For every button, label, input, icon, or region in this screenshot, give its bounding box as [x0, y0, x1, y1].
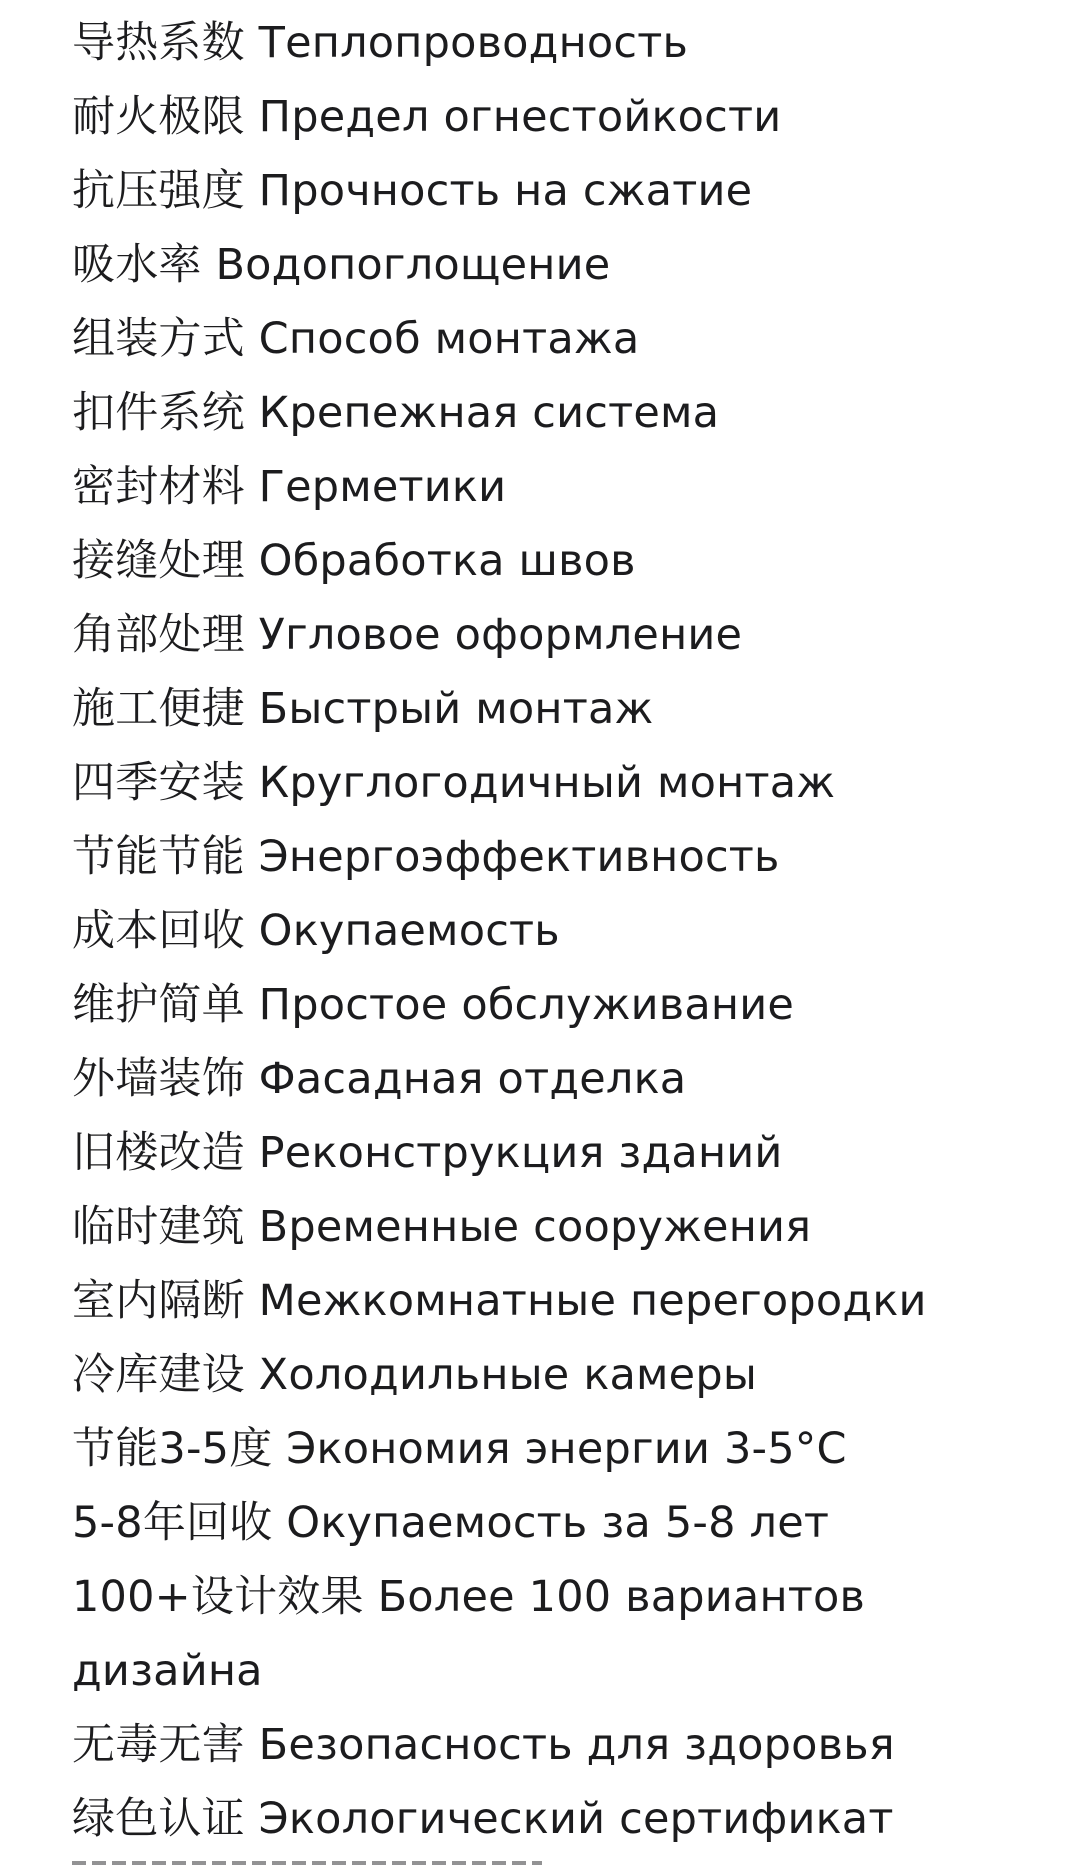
- note-line: 节能节能 Энергоэффективность: [72, 832, 780, 882]
- note-line: 接缝处理 Обработка швов: [72, 536, 636, 586]
- note-line: 无毒无害 Безопасность для здоровья: [72, 1720, 895, 1770]
- note-line: 绿色认证 Экологический сертификат: [72, 1794, 894, 1844]
- note-line: 维护简单 Простое обслуживание: [72, 980, 795, 1030]
- note-line: 角部处理 Угловое оформление: [72, 610, 743, 660]
- note-line: 外墙装饰 Фасадная отделка: [72, 1054, 687, 1104]
- note-line: 冷库建设 Холодильные камеры: [72, 1350, 757, 1400]
- cut-off-next-line: [72, 1852, 542, 1865]
- note-line: 吸水率 Водопоглощение: [72, 240, 611, 290]
- note-line: 室内隔断 Межкомнатные перегородки: [72, 1276, 927, 1326]
- note-line: 耐火极限 Предел огнестойкости: [72, 92, 782, 142]
- note-line: 抗压强度 Прочность на сжатие: [72, 166, 753, 216]
- note-line: 临时建筑 Временные сооружения: [72, 1202, 812, 1252]
- note-line: 节能3-5度 Экономия энергии 3-5°C: [72, 1424, 847, 1474]
- note-line: 100+设计效果 Более 100 вариантов дизайна: [72, 1572, 866, 1696]
- note-line: 四季安装 Круглогодичный монтаж: [72, 758, 836, 808]
- note-line: 旧楼改造 Реконструкция зданий: [72, 1128, 783, 1178]
- note-line: 成本回收 Окупаемость: [72, 906, 560, 956]
- note-line: 扣件系统 Крепежная система: [72, 388, 720, 438]
- note-line: 密封材料 Герметики: [72, 462, 507, 512]
- note-line: 5-8年回收 Окупаемость за 5-8 лет: [72, 1498, 830, 1548]
- note-line: 施工便捷 Быстрый монтаж: [72, 684, 654, 734]
- note-line: 导热系数 Теплопроводность: [72, 18, 689, 68]
- note-line: 组装方式 Способ монтажа: [72, 314, 640, 364]
- note-text-list: [72, 6, 1032, 1856]
